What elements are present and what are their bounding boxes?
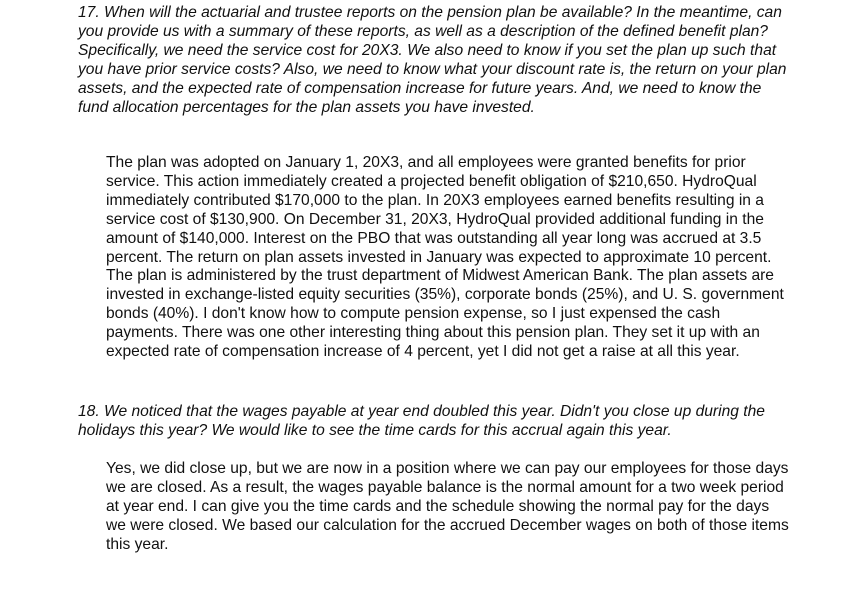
answer-18-text: Yes, we did close up, but we are now in a position where we can pay our employees for those days we are closed. As a result, the wages payable balance is the normal amount for a two week period at year end. I can give you the time cards and the schedule showing the normal pay for the days we were closed. We based our calculation for the accrued December wages on both of those items this year.: [106, 460, 789, 553]
question-17-text: 17. When will the actuarial and trustee reports on the pension plan be available? In the meantime, can you provide us with a summary of these reports, as well as a description of the defined benefit plan? Specifically, we need the service cost for 20X3. We also need to know if you set the plan up such that you have prior service costs? Also, we need to know what your discount rate is, the return on your plan assets, and the expected rate of compensation increase for future years. And, we need to know the fund allocation percentages for the plan assets you have invested.: [78, 4, 787, 116]
answer-17-text: The plan was adopted on January 1, 20X3, and all employees were granted benefits for prior service. This action immediately created a projected benefit obligation of $210,650. HydroQual immediately contributed $170,000 to the plan. In 20X3 employees earned benefits resulting in a service cost of $130,900. On December 31, 20X3, HydroQual provided additional funding in the amount of $140,000. Interest on the PBO that was outstanding all year long was accrued at 3.5 percent. The return on plan assets invested in January was expected to approximate 10 percent. The plan is administered by the trust department of Midwest American Bank. The plan assets are invested in exchange-listed equity securities (35%), corporate bonds (25%), and U. S. government bonds (40%). I don't know how to compute pension expense, so I just expensed the cash payments. There was one other interesting thing about this pension plan. They set it up with an expected rate of compensation increase of 4 percent, yet I did not get a raise at all this year.: [106, 154, 784, 361]
question-18-text: 18. We noticed that the wages payable at year end doubled this year. Didn't you close up during the holidays this year? We would like to see the time cards for this accrual again this year.: [78, 403, 765, 439]
